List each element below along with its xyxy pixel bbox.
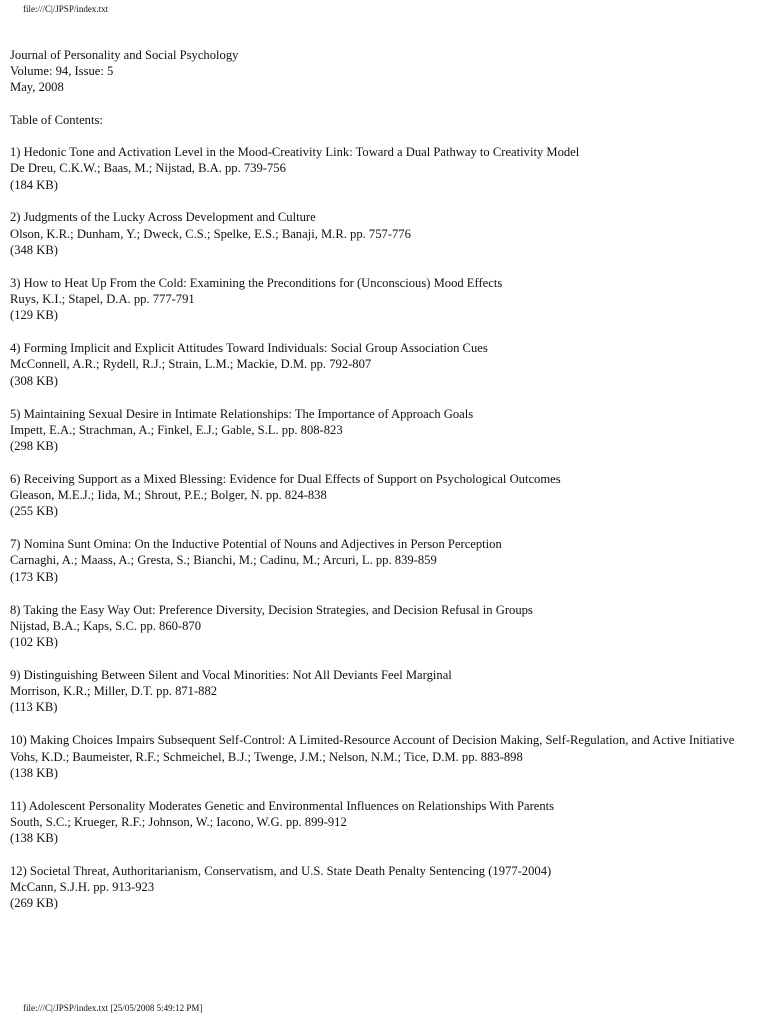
article-title: 7) Nomina Sunt Omina: On the Inductive Potential of Nouns and Adjectives in Person Perception [10,537,502,552]
article-size: (113 KB) [10,700,58,715]
article-size: (269 KB) [10,896,58,911]
toc-heading-text: Table of Contents: [10,112,103,127]
toc-entry [10,406,766,455]
journal-title: Journal of Personality and Social Psychology [10,48,239,62]
page-header-url: file:///C|/JPSP/index.txt [23,4,109,14]
toc-entry [10,602,766,651]
article-authors: Gleason, M.E.J.; Iida, M.; Shrout, P.E.; Bolger, N. pp. 824-838 [10,488,327,503]
article-title: 2) Judgments of the Lucky Across Development and Culture [10,210,316,225]
article-authors: Impett, E.A.; Strachman, A.; Finkel, E.J.; Gable, S.L. pp. 808-823 [10,422,343,437]
article-authors: Ruys, K.I.; Stapel, D.A. pp. 777-791 [10,292,195,307]
article-size: (102 KB) [10,635,58,650]
article-authors: Carnaghi, A.; Maass, A.; Gresta, S.; Bianchi, M.; Cadinu, M.; Arcuri, L. pp. 839-859 [10,553,437,568]
toc-heading [10,112,766,128]
toc-entry [10,144,766,193]
article-title: 5) Maintaining Sexual Desire in Intimate Relationships: The Importance of Approach Goals [10,406,474,421]
page-footer: file:///C|/JPSP/index.txt [25/05/2008 5:49:12 PM] [23,1003,203,1013]
toc-entry [10,340,766,389]
article-title: 9) Distinguishing Between Silent and Vocal Minorities: Not All Deviants Feel Marginal [10,668,452,682]
toc-entry [10,798,766,847]
article-title: 3) How to Heat Up From the Cold: Examining the Preconditions for (Unconscious) Mood Effects [10,275,503,290]
article-title: 6) Receiving Support as a Mixed Blessing: Evidence for Dual Effects of Support on Psychological Outcomes [10,471,561,486]
article-title: 8) Taking the Easy Way Out: Preference Diversity, Decision Strategies, and Decision Refusal in Groups [10,602,533,617]
article-title: 1) Hedonic Tone and Activation Level in the Mood-Creativity Link: Toward a Dual Pathway to Creativity Model [10,145,580,160]
toc-entry [10,209,766,258]
article-title: 10) Making Choices Impairs Subsequent Self-Control: A Limited-Resource Account of Decision Making, Self-Regulation, and Active Initiative [10,733,735,748]
article-size: (184 KB) [10,177,58,192]
article-size: (348 KB) [10,242,58,257]
article-title: 4) Forming Implicit and Explicit Attitudes Toward Individuals: Social Group Association Cues [10,341,488,356]
article-size: (298 KB) [10,438,58,453]
article-size: (138 KB) [10,831,58,846]
toc-entry [10,732,766,781]
article-authors: South, S.C.; Krueger, R.F.; Johnson, W.; Iacono, W.G. pp. 899-912 [10,814,347,829]
article-size: (129 KB) [10,308,58,323]
article-title: 12) Societal Threat, Authoritarianism, Conservatism, and U.S. State Death Penalty Sentencing (1977-2004) [10,864,552,879]
article-authors: McConnell, A.R.; Rydell, R.J.; Strain, L.M.; Mackie, D.M. pp. 792-807 [10,357,372,372]
toc-entry [10,667,766,716]
toc-entry [10,471,766,520]
toc-entry [10,863,766,912]
article-authors: McCann, S.J.H. pp. 913-923 [10,880,155,895]
article-authors: Nijstad, B.A.; Kaps, S.C. pp. 860-870 [10,618,202,633]
article-authors: De Dreu, C.K.W.; Baas, M.; Nijstad, B.A. pp. 739-756 [10,161,286,176]
toc-entry [10,536,766,585]
toc-entry [10,275,766,324]
journal-date: May, 2008 [10,80,64,95]
toc-list [10,144,766,912]
article-authors: Morrison, K.R.; Miller, D.T. pp. 871-882 [10,684,218,699]
article-authors: Vohs, K.D.; Baumeister, R.F.; Schmeichel, B.J.; Twenge, J.M.; Nelson, N.M.; Tice, D.M. pp. 883-898 [10,749,523,764]
article-size: (173 KB) [10,569,58,584]
article-size: (255 KB) [10,504,58,519]
article-title: 11) Adolescent Personality Moderates Genetic and Environmental Influences on Relationships With Parents [10,798,555,813]
journal-info [10,47,766,96]
article-size: (138 KB) [10,765,58,780]
document-body [10,47,766,928]
article-authors: Olson, K.R.; Dunham, Y.; Dweck, C.S.; Spelke, E.S.; Banaji, M.R. pp. 757-776 [10,226,411,241]
article-size: (308 KB) [10,373,58,388]
journal-volume-issue: Volume: 94, Issue: 5 [10,64,114,79]
